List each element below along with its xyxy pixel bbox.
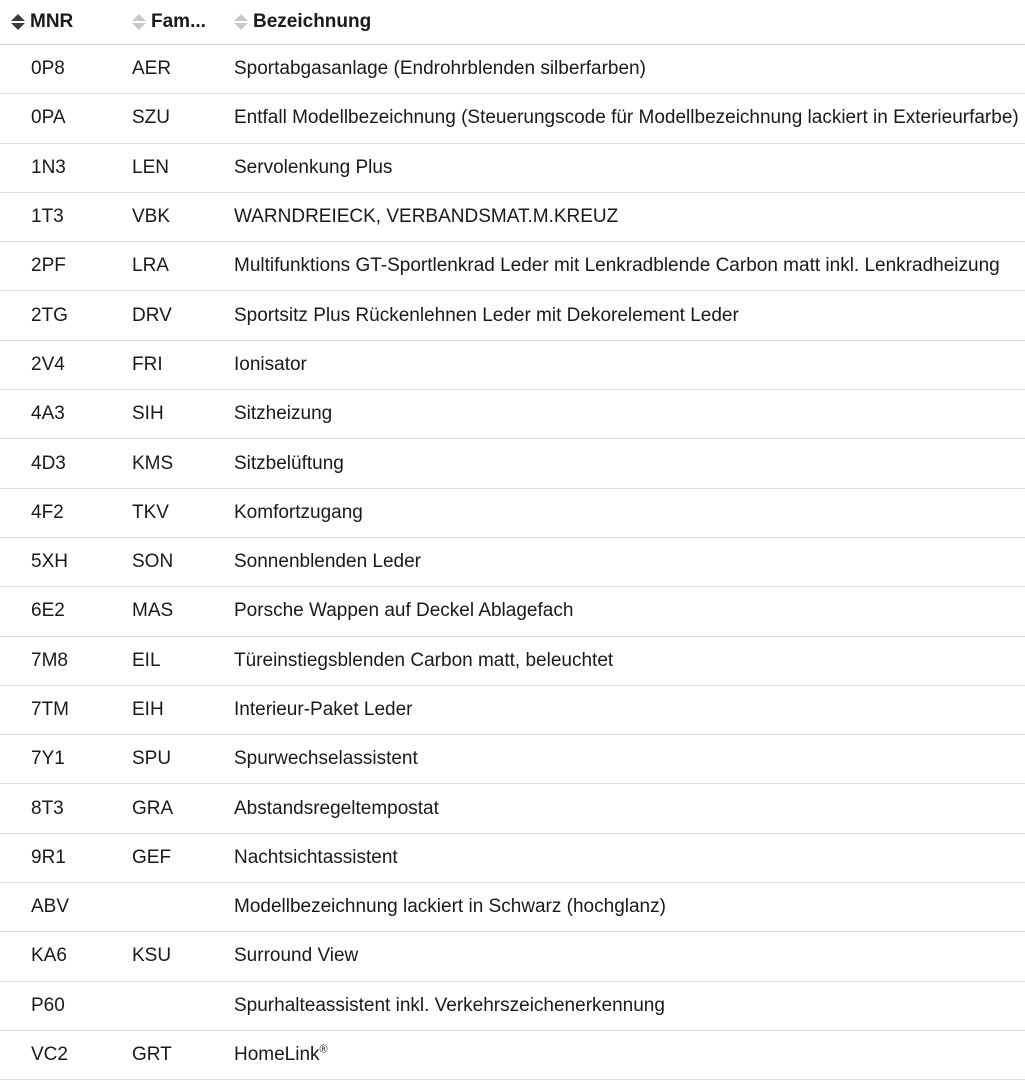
cell-bezeichnung-text: Abstandsregeltempostat xyxy=(234,797,439,819)
table-row xyxy=(0,784,1025,833)
cell-bezeichnung xyxy=(234,403,1025,425)
cell-bezeichnung xyxy=(234,847,1025,869)
cell-family: KSU xyxy=(132,945,172,967)
cell-bezeichnung-text: Sportabgasanlage (Endrohrblenden silberfarben) xyxy=(234,58,646,80)
cell-bezeichnung-text: Servolenkung Plus xyxy=(234,156,393,178)
cell-bezeichnung xyxy=(234,896,1025,918)
cell-bezeichnung-text: Ionisator xyxy=(234,353,307,375)
table-row xyxy=(0,1031,1025,1080)
cell-bezeichnung-text: Sitzbelüftung xyxy=(234,452,344,474)
sort-icon xyxy=(234,14,248,30)
cell-family: DRV xyxy=(132,304,172,326)
column-header-label: MNR xyxy=(30,11,74,32)
cell-bezeichnung-text: Türeinstiegsblenden Carbon matt, beleuchtet xyxy=(234,649,614,671)
table-row xyxy=(0,489,1025,538)
table-row xyxy=(0,883,1025,932)
sort-icon xyxy=(11,14,25,30)
cell-bezeichnung xyxy=(234,58,1025,80)
cell-family: SIH xyxy=(132,403,164,425)
table-row xyxy=(0,686,1025,735)
cell-mnr: 0P8 xyxy=(31,58,65,80)
cell-bezeichnung-text: Nachtsichtassistent xyxy=(234,846,398,868)
cell-bezeichnung xyxy=(234,1044,1025,1066)
table-row xyxy=(0,144,1025,193)
cell-bezeichnung xyxy=(234,305,1025,327)
cell-bezeichnung-text: Komfortzugang xyxy=(234,501,363,523)
cell-bezeichnung xyxy=(234,551,1025,573)
cell-bezeichnung xyxy=(234,255,1025,277)
cell-bezeichnung-text: Porsche Wappen auf Deckel Ablagefach xyxy=(234,600,574,622)
cell-bezeichnung xyxy=(234,995,1025,1017)
cell-bezeichnung-text: Spurwechselassistent xyxy=(234,748,418,770)
column-header-mnr[interactable] xyxy=(0,0,132,44)
cell-bezeichnung xyxy=(234,748,1025,770)
cell-family: GRT xyxy=(132,1044,172,1066)
cell-bezeichnung-text: HomeLink xyxy=(234,1044,320,1066)
cell-bezeichnung-text: Multifunktions GT-Sportlenkrad Leder mit Lenkradblende Carbon matt inkl. Lenkradheizung xyxy=(234,255,1000,277)
cell-bezeichnung xyxy=(234,650,1025,672)
cell-family: LRA xyxy=(132,255,169,277)
cell-mnr: 2V4 xyxy=(31,353,65,375)
cell-mnr: 8T3 xyxy=(31,797,64,819)
cell-bezeichnung xyxy=(234,453,1025,475)
cell-mnr: 2PF xyxy=(31,255,66,277)
table-row xyxy=(0,538,1025,587)
cell-bezeichnung xyxy=(234,798,1025,820)
table-row xyxy=(0,932,1025,981)
table-body xyxy=(0,45,1025,1080)
table-row xyxy=(0,291,1025,340)
cell-family: VBK xyxy=(132,206,171,228)
cell-bezeichnung xyxy=(234,502,1025,524)
cell-mnr: 1N3 xyxy=(31,156,66,178)
cell-mnr: VC2 xyxy=(31,1044,68,1066)
cell-mnr: 1T3 xyxy=(31,206,64,228)
table-row xyxy=(0,587,1025,636)
cell-mnr: 2TG xyxy=(31,304,68,326)
cell-bezeichnung xyxy=(234,107,1025,129)
cell-family: FRI xyxy=(132,353,163,375)
cell-bezeichnung-text: Interieur-Paket Leder xyxy=(234,699,413,720)
table-row xyxy=(0,242,1025,291)
cell-mnr: 5XH xyxy=(31,551,68,573)
cell-bezeichnung-text: Entfall Modellbezeichnung (Steuerungscode für Modellbezeichnung lackiert in Exterieurfarbe) xyxy=(234,107,1019,129)
column-header-family[interactable] xyxy=(132,0,234,44)
cell-bezeichnung xyxy=(234,354,1025,376)
cell-bezeichnung xyxy=(234,945,1025,967)
column-header-bezeichnung[interactable] xyxy=(234,0,1025,44)
cell-mnr: 7TM xyxy=(31,699,69,720)
table-row xyxy=(0,193,1025,242)
column-header-label: Bezeichnung xyxy=(253,11,372,32)
cell-mnr: 4F2 xyxy=(31,501,64,523)
cell-family: SZU xyxy=(132,107,170,129)
cell-mnr: 9R1 xyxy=(31,846,66,868)
cell-family: LEN xyxy=(132,156,169,178)
cell-bezeichnung-text: Sportsitz Plus Rückenlehnen Leder mit Dekorelement Leder xyxy=(234,304,739,326)
cell-bezeichnung xyxy=(234,157,1025,179)
cell-family: AER xyxy=(132,58,172,80)
cell-family: SON xyxy=(132,551,174,573)
cell-bezeichnung xyxy=(234,699,1025,721)
column-header-label: Fam... xyxy=(151,11,206,32)
sort-icon xyxy=(132,14,146,30)
cell-family: KMS xyxy=(132,452,174,474)
table-row xyxy=(0,834,1025,883)
cell-bezeichnung-text: Surround View xyxy=(234,945,359,967)
cell-bezeichnung xyxy=(234,206,1025,228)
cell-bezeichnung-text: WARNDREIECK, VERBANDSMAT.M.KREUZ xyxy=(234,206,619,228)
cell-mnr: 7M8 xyxy=(31,649,68,671)
table-row xyxy=(0,637,1025,686)
table-row xyxy=(0,390,1025,439)
table-row xyxy=(0,439,1025,488)
cell-family: EIH xyxy=(132,699,164,720)
table-row xyxy=(0,45,1025,94)
cell-family: TKV xyxy=(132,501,169,523)
cell-mnr: KA6 xyxy=(31,945,67,967)
cell-mnr: 4D3 xyxy=(31,452,66,474)
table-header xyxy=(0,0,1025,45)
cell-mnr: P60 xyxy=(31,994,65,1016)
cell-bezeichnung xyxy=(234,600,1025,622)
cell-family: GRA xyxy=(132,797,174,819)
cell-family: EIL xyxy=(132,649,161,671)
cell-mnr: ABV xyxy=(31,896,70,918)
cell-bezeichnung-text: Modellbezeichnung lackiert in Schwarz (hochglanz) xyxy=(234,896,666,918)
registered-mark: ® xyxy=(319,1043,328,1056)
cell-mnr: 7Y1 xyxy=(31,748,65,770)
table-row xyxy=(0,735,1025,784)
table-row xyxy=(0,94,1025,143)
cell-mnr: 6E2 xyxy=(31,600,65,622)
cell-mnr: 0PA xyxy=(31,107,66,129)
cell-family: SPU xyxy=(132,748,172,770)
cell-mnr: 4A3 xyxy=(31,403,65,425)
cell-bezeichnung-text: Sitzheizung xyxy=(234,403,333,425)
table-row xyxy=(0,982,1025,1031)
cell-bezeichnung-text: Spurhalteassistent inkl. Verkehrszeichenerkennung xyxy=(234,994,665,1016)
table-row xyxy=(0,341,1025,390)
cell-family: MAS xyxy=(132,600,174,622)
cell-family: GEF xyxy=(132,846,172,868)
cell-bezeichnung-text: Sonnenblenden Leder xyxy=(234,551,422,573)
